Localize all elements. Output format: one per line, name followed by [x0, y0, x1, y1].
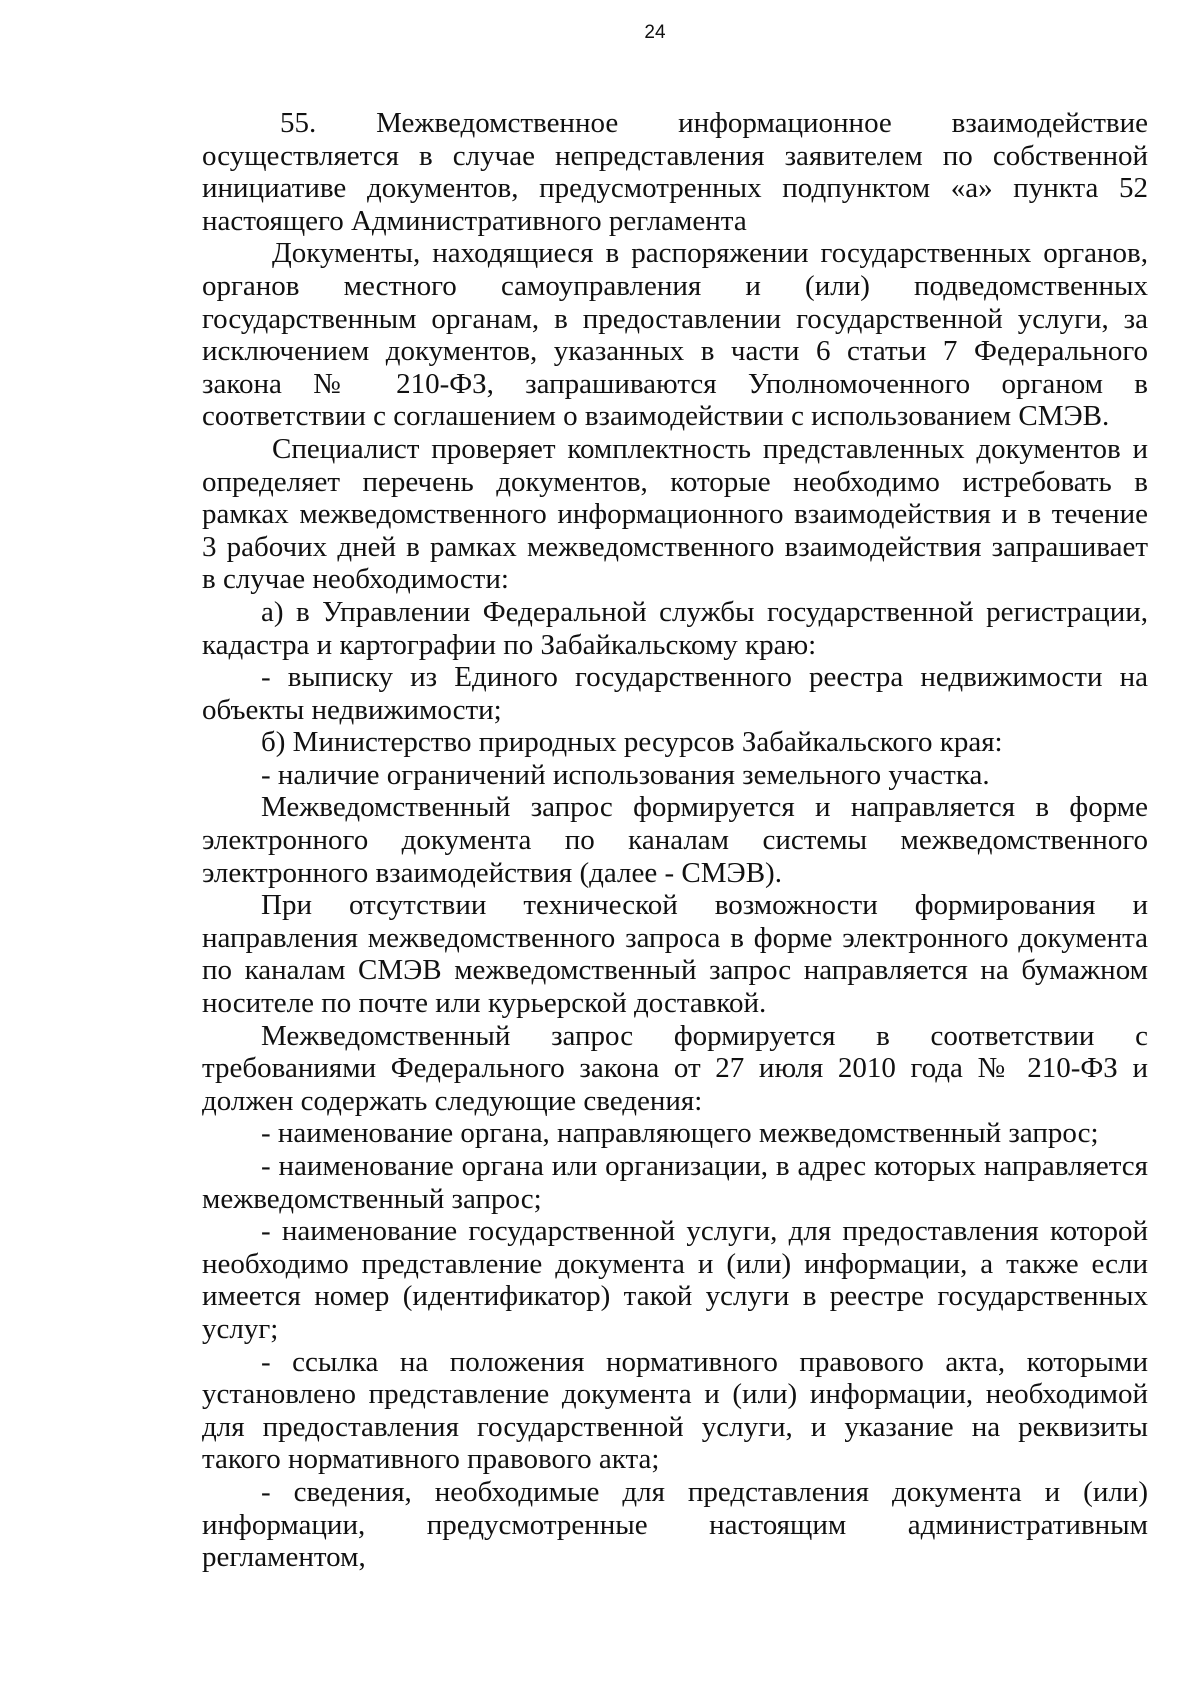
list-item-a-rosreestr: а) в Управлении Федеральной службы государственной регистрации, кадастра и картографии по Забайкальскому краю: [202, 595, 1148, 661]
paragraph-request-paper: При отсутствии технической возможности формирования и направления межведомственного запроса в форме электронного документа по каналам СМЭВ межведомственный запрос направляется на бумажном носителе по почте или курьерской доставкой. [202, 889, 1148, 1020]
paragraph-request-electronic: Межведомственный запрос формируется и направляется в форме электронного документа по каналам системы межведомственного электронного взаимодействия (далее - СМЭВ). [202, 791, 1148, 889]
paragraph-specialist-checks: Специалист проверяет комплектность представленных документов и определяет перечень документов, которые необходимо истребовать в рамках межведомственного информационного взаимодействия и в течение 3 рабочих дней в рамках межведомственного взаимодействия запрашивает в случае необходимости: [202, 432, 1148, 596]
list-item-required-information: - сведения, необходимые для представления документа и (или) информации, предусмотренные настоящим административным регламентом, [202, 1475, 1148, 1574]
list-item-service-name: - наименование государственной услуги, для предоставления которой необходимо представление документа и (или) информации, а также если имеется номер (идентификатор) такой услуги в реестре государственных услуг; [202, 1215, 1148, 1345]
list-item-legal-act-reference: - ссылка на положения нормативного правового акта, которыми установлено представление документа и (или) информации, необходимой для предоставления государственной услуги, и указание на реквизиты такого нормативного правового акта; [202, 1345, 1148, 1476]
page-number: 24 [644, 22, 666, 43]
paragraph-55-interagency-interaction: 55. Межведомственное информационное взаимодействие осуществляется в случае непредставления заявителем по собственной инициативе документов, предусмотренных подпунктом «а» пункта 52 настоящего Административного регламента [202, 107, 1148, 237]
list-item-land-restrictions: - наличие ограничений использования земельного участка. [261, 758, 990, 791]
list-item-requesting-body: - наименование органа, направляющего межведомственный запрос; [261, 1117, 1099, 1150]
list-item-addressee-body: - наименование органа или организации, в адрес которых направляется межведомственный запрос; [202, 1150, 1148, 1215]
paragraph-documents-requested: Документы, находящиеся в распоряжении государственных органов, органов местного самоуправления и (или) подведомственных государственным органам, в предоставлении государственной услуги, за исключением документов, указанных в части 6 статьи 7 Федерального закона № 210-ФЗ, запрашиваются Уполномоченного органом в соответствии с соглашением о взаимодействии с использованием СМЭВ. [202, 237, 1148, 433]
paragraph-request-contents: Межведомственный запрос формируется в соответствии с требованиями Федерального закона от 27 июля 2010 года № 210-ФЗ и должен содержать следующие сведения: [202, 1019, 1148, 1117]
document-body [202, 107, 1148, 1574]
list-item-b-ministry: б) Министерство природных ресурсов Забайкальского края: [261, 726, 1003, 759]
list-item-egrn-extract: - выписку из Единого государственного реестра недвижимости на объекты недвижимости; [202, 661, 1148, 726]
